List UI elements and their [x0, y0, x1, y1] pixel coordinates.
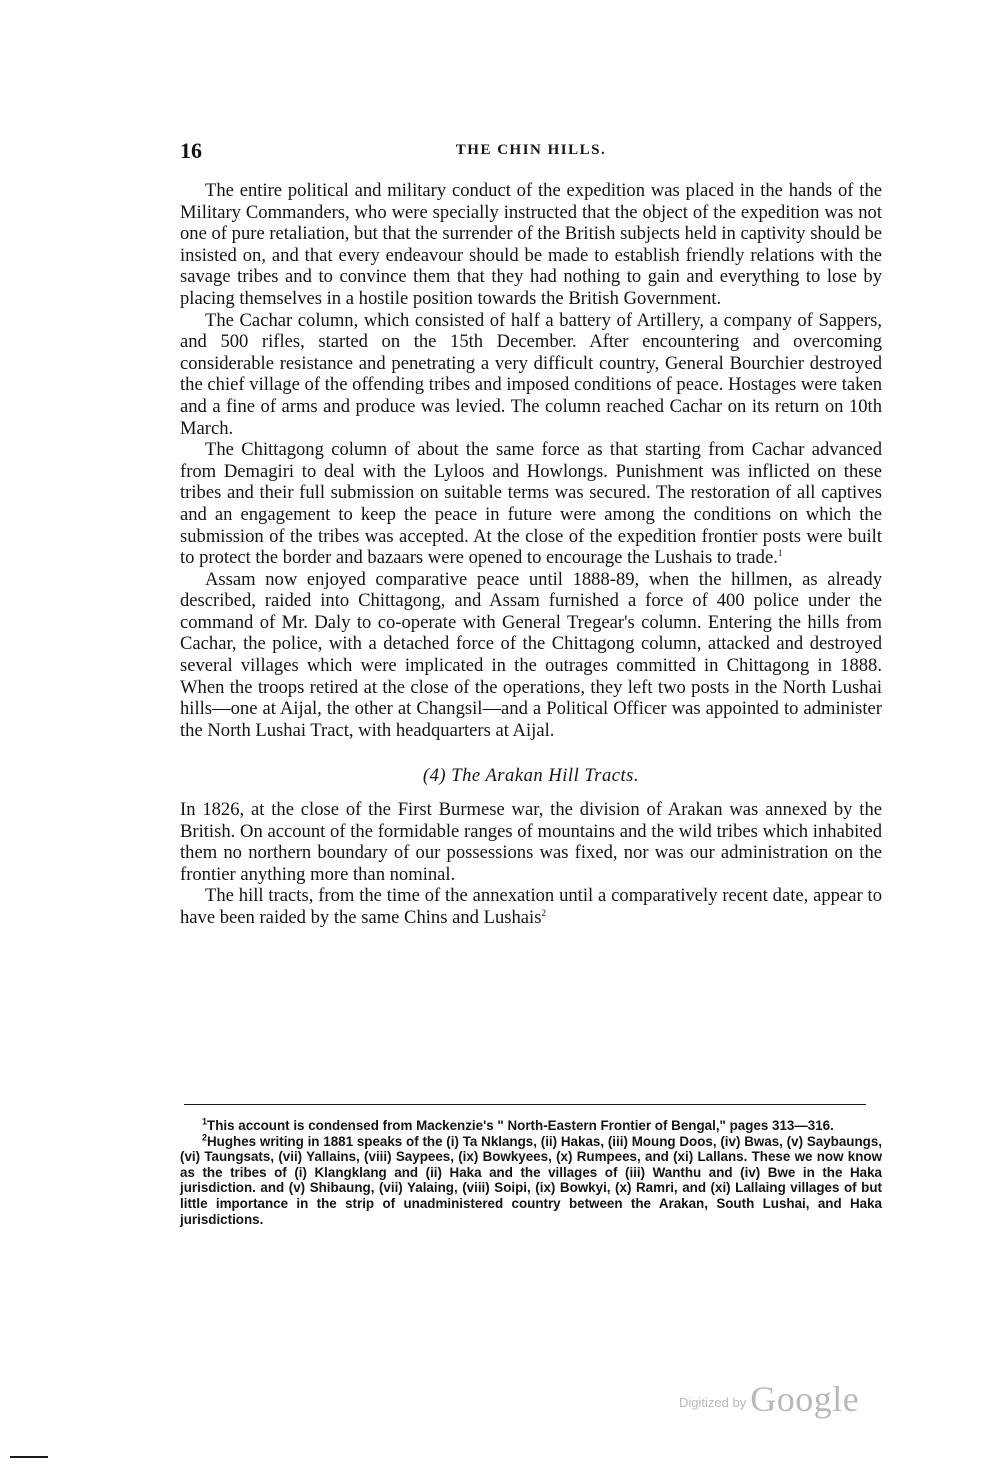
- paragraph: In 1826, at the close of the First Burmese war, the division of Arakan was annexed by the British. On account of the formidable ranges of mountains and the wild tribes which inhabited them no northern boundary of our possessions was fixed, nor was our administration on the frontier anything more than nominal.: [180, 799, 882, 885]
- section-heading: (4) The Arakan Hill Tracts.: [422, 765, 640, 787]
- google-logo: Google: [750, 1379, 860, 1419]
- footnote: [180, 1134, 882, 1228]
- footnotes: [180, 1118, 882, 1227]
- page-number: 16: [180, 138, 202, 163]
- footnote-text: This account is condensed from Mackenzie's " North-Eastern Frontier of Bengal," pages 313—316.: [207, 1118, 834, 1133]
- footnote-reference: 2: [541, 907, 546, 918]
- paragraph: The entire political and military conduct of the expedition was placed in the hands of the Military Commanders, who were specially instructed that the object of the expedition was not one of pure retaliation, but that the surrender of the British subjects held in captivity should be insisted on, and that every endeavour should be made to establish friendly relations with the savage tribes and to convince them that they had nothing to gain and everything to lose by placing themselves in a hostile position towards the British Government.: [180, 180, 882, 309]
- running-head: [180, 138, 882, 166]
- paragraph: Assam now enjoyed comparative peace until 1888-89, when the hillmen, as already described, raided into Chittagong, and Assam furnished a force of 400 police under the command of Mr. Daly to co-operate with General Tregear's column. Entering the hills from Cachar, the police, with a detached force of the Chittagong column, attacked and destroyed several villages which were implicated in the outrages committed in Chittagong in 1888. When the troops retired at the close of the operations, they left two posts in the North Lushai hills—one at Aijal, the other at Changsil—and a Political Officer was appointed to administer the North Lushai Tract, with headquarters at Aijal.: [180, 568, 882, 741]
- paragraph: The Cachar column, which consisted of half a battery of Artillery, a company of Sappers, and 500 rifles, started on the 15th December. After encountering and overcoming considerable resistance and penetrating a very difficult country, General Bourchier destroyed the chief village of the offending tribes and imposed conditions of peace. Hostages were taken and a fine of arms and produce was levied. The column reached Cachar on its return on 10th March.: [180, 309, 882, 439]
- footnote: [180, 1118, 882, 1134]
- footnote-divider: [184, 1104, 866, 1105]
- footnote-text: Hughes writing in 1881 speaks of the (i) Ta Nklangs, (ii) Hakas, (iii) Moung Doos, (iv) Bwas, (v) Saybaungs, (vi) Taungsats, (vii) Yallains, (viii) Saypees, (ix) Bowkyees, (x) Rumpees, and (xi) Lallans. These we now know as the tribes of (i) Klangklang and (ii) Haka and the villages of (iii) Wanthu and (iv) Bwe in the Haka jurisdiction. and (v) Shibaung, (vii) Yalaing, (viii) Soipi, (ix) Bowkyi, (x) Ramri, and (xi) Lallaing villages of but little importance in the strip of unadministered country between the Arakan, South Lushai, and Haka jurisdictions.: [180, 1133, 882, 1227]
- paragraph: The hill tracts, from the time of the annexation until a comparatively recent date, appear to have been raided by the same Chins and Lushais$^2$: [180, 885, 882, 928]
- footnote-reference: 1: [777, 547, 783, 558]
- scan-margin-mark: [10, 1456, 48, 1458]
- running-title: THE CHIN HILLS.: [455, 142, 607, 158]
- section-body: [180, 799, 882, 929]
- paragraph: The Chittagong column of about the same force as that starting from Cachar advanced from Demagiri to deal with the Lyloos and Howlongs. Punishment was inflicted on these tribes and their full submission on suitable terms was secured. The restoration of all captives and an engagement to keep the peace in future were among the conditions on which the submission of the tribes was accepted. At the close of the expedition frontier posts were built to protect the border and bazaars were opened to encourage the Lushais to trade.$^1$: [180, 439, 882, 569]
- watermark-prefix: Digitized by: [679, 1395, 747, 1410]
- footnote-mark: 1: [202, 1116, 208, 1127]
- digitized-watermark: [679, 1378, 859, 1420]
- body-text: [180, 180, 882, 929]
- footnote-mark: 2: [202, 1132, 208, 1143]
